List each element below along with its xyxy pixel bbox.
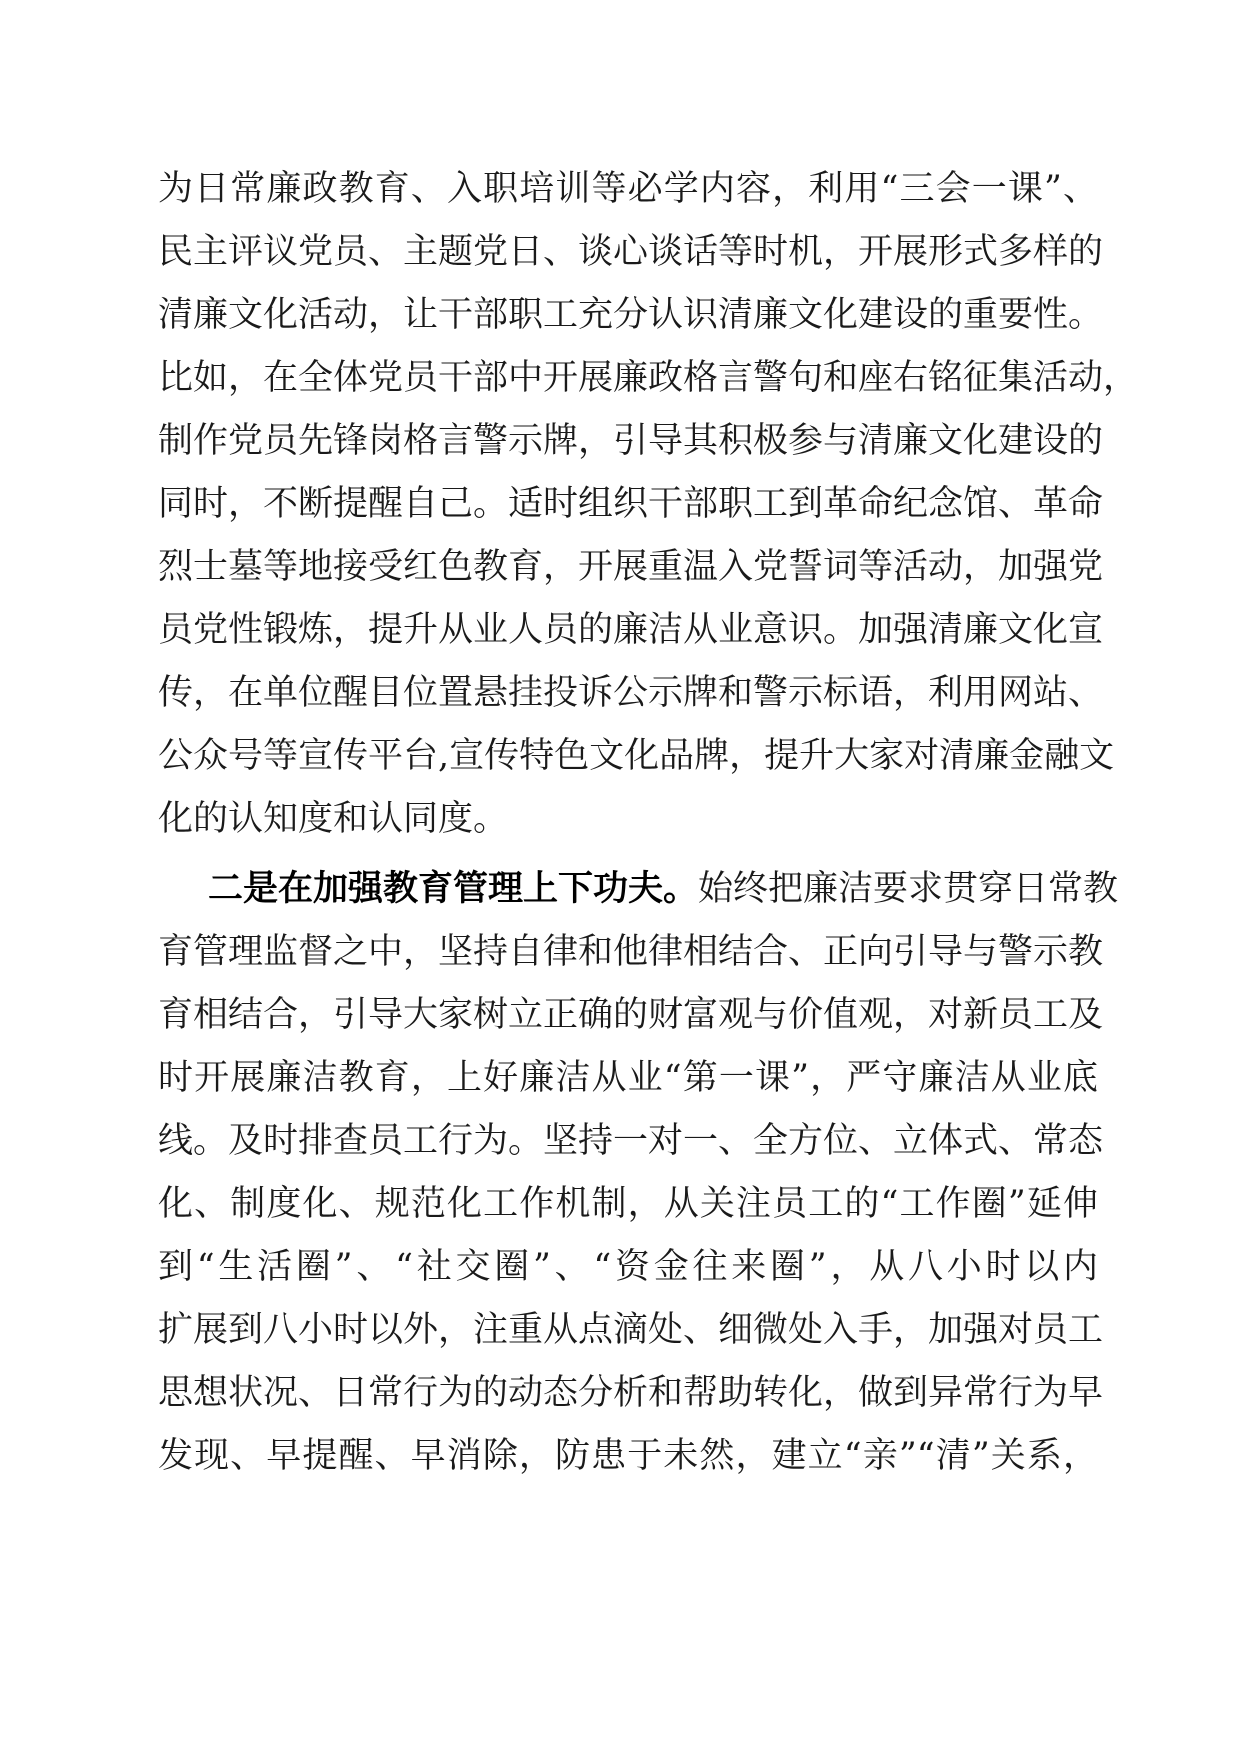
paragraph-first-line xyxy=(208,859,1119,919)
text-line: 制作党员先锋岗格言警示牌，引导其积极参与清廉文化建设的 xyxy=(158,421,1104,461)
text-line: 时开展廉洁教育，上好廉洁从业“第一课”，严守廉洁从业底 xyxy=(158,1058,1098,1098)
text-line: 公众号等宣传平台,宣传特色文化品牌，提升大家对清廉金融文 xyxy=(158,736,1115,776)
text-span: 始终把廉洁要求贯穿日常教 xyxy=(698,869,1119,909)
text-line: 到“生活圈”、“社交圈”、“资金往来圈”，从八小时以内 xyxy=(158,1247,1098,1287)
text-line: 传，在单位醒目位置悬挂投诉公示牌和警示标语，利用网站、 xyxy=(158,673,1104,713)
text-line: 民主评议党员、主题党日、谈心谈话等时机，开展形式多样的 xyxy=(158,232,1104,272)
text-line: 同时，不断提醒自己。适时组织干部职工到革命纪念馆、革命 xyxy=(158,484,1104,524)
text-line: 比如，在全体党员干部中开展廉政格言警句和座右铭征集活动， xyxy=(158,358,1139,398)
text-line: 育管理监督之中，坚持自律和他律相结合、正向引导与警示教 xyxy=(158,932,1104,972)
text-line: 烈士墓等地接受红色教育，开展重温入党誓词等活动，加强党 xyxy=(158,547,1104,587)
text-line: 为日常廉政教育、入职培训等必学内容，利用“三会一课”、 xyxy=(158,169,1098,209)
text-line: 发现、早提醒、早消除，防患于未然，建立“亲”“清”关系， xyxy=(158,1436,1098,1476)
text-line: 育相结合，引导大家树立正确的财富观与价值观，对新员工及 xyxy=(158,995,1104,1035)
text-line: 线。及时排查员工行为。坚持一对一、全方位、立体式、常态 xyxy=(158,1121,1104,1161)
section-heading: 二是在加强教育管理上下功夫。 xyxy=(208,868,699,909)
text-line: 思想状况、日常行为的动态分析和帮助转化，做到异常行为早 xyxy=(158,1373,1104,1413)
text-line: 化、制度化、规范化工作机制，从关注员工的“工作圈”延伸 xyxy=(158,1184,1098,1224)
text-line: 化的认知度和认同度。 xyxy=(158,799,509,839)
text-line: 清廉文化活动，让干部职工充分认识清廉文化建设的重要性。 xyxy=(158,295,1104,335)
text-line: 扩展到八小时以外，注重从点滴处、细微处入手，加强对员工 xyxy=(158,1310,1104,1350)
text-line: 员党性锻炼，提升从业人员的廉洁从业意识。加强清廉文化宣 xyxy=(158,610,1104,650)
